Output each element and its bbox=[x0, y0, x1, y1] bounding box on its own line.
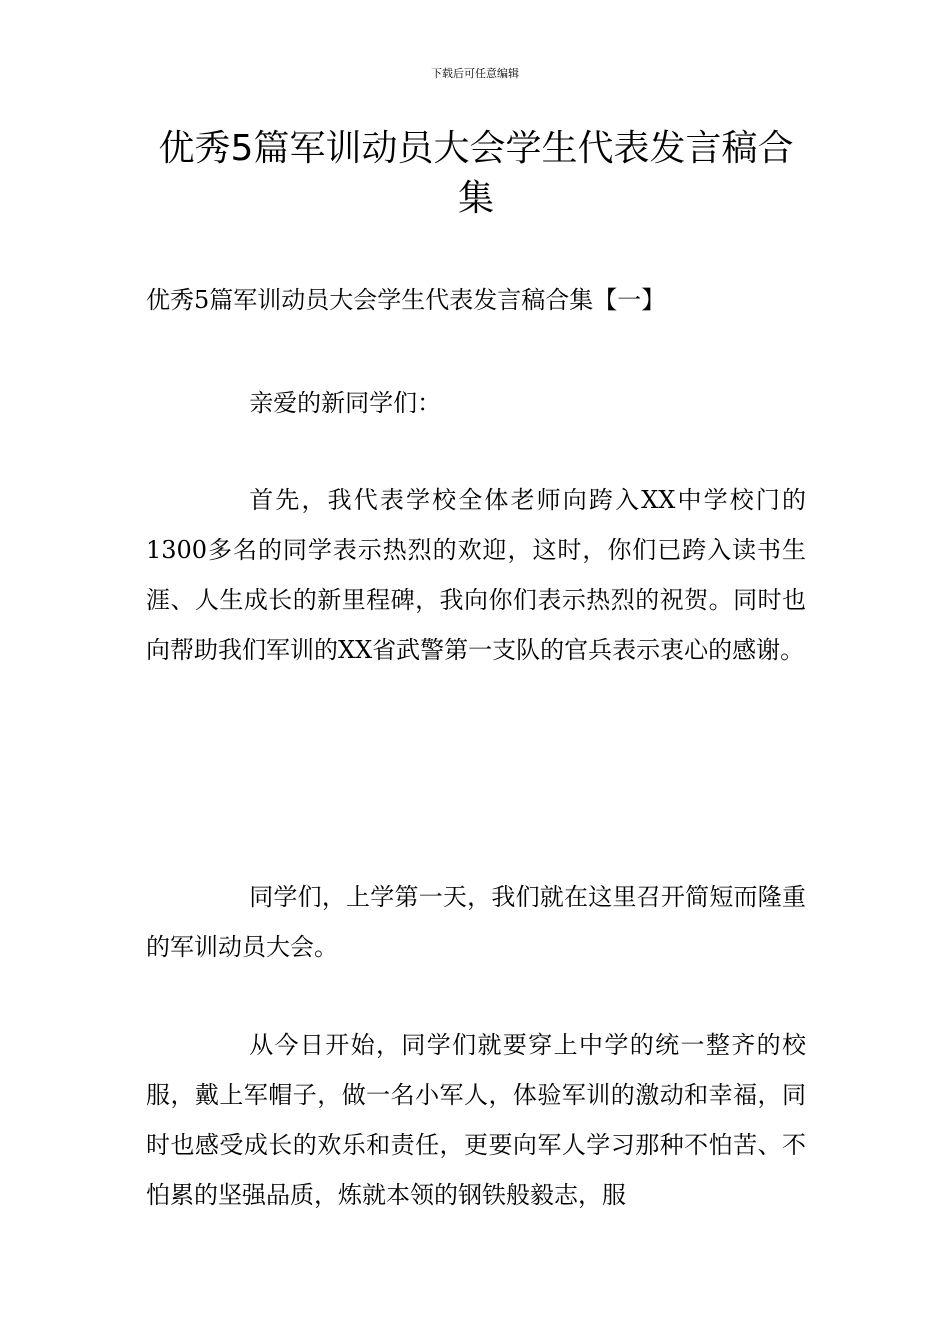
paragraph-3: 从今日开始，同学们就要穿上中学的统一整齐的校服，戴上军帽子，做一名小军人，体验军训的激动和幸福，同时也感受成长的欢乐和责任，更要向军人学习那种不怕苦、不怕累的坚强品质，炼就本领的钢铁般毅志，服 bbox=[146, 1031, 806, 1209]
paragraph-2: 同学们，上学第一天，我们就在这里召开简短而隆重的军训动员大会。 bbox=[146, 883, 806, 961]
salutation: 亲爱的新同学们： bbox=[249, 389, 442, 417]
header-note: 下载后可任意编辑 bbox=[431, 67, 519, 80]
paragraph-1: 首先，我代表学校全体老师向跨入XX中学校门的1300多名的同学表示热烈的欢迎，这时，你们已跨入读书生涯、人生成长的新里程碑，我向你们表示热烈的祝贺。同时也向帮助我们军训的XX省武警第一支队的官兵表示衷心的感谢。 bbox=[146, 486, 806, 664]
section-heading: 优秀5篇军训动员大会学生代表发言稿合集【一】 bbox=[146, 286, 666, 314]
document-title: 优秀5篇军训动员大会学生代表发言稿合集 bbox=[158, 128, 794, 219]
